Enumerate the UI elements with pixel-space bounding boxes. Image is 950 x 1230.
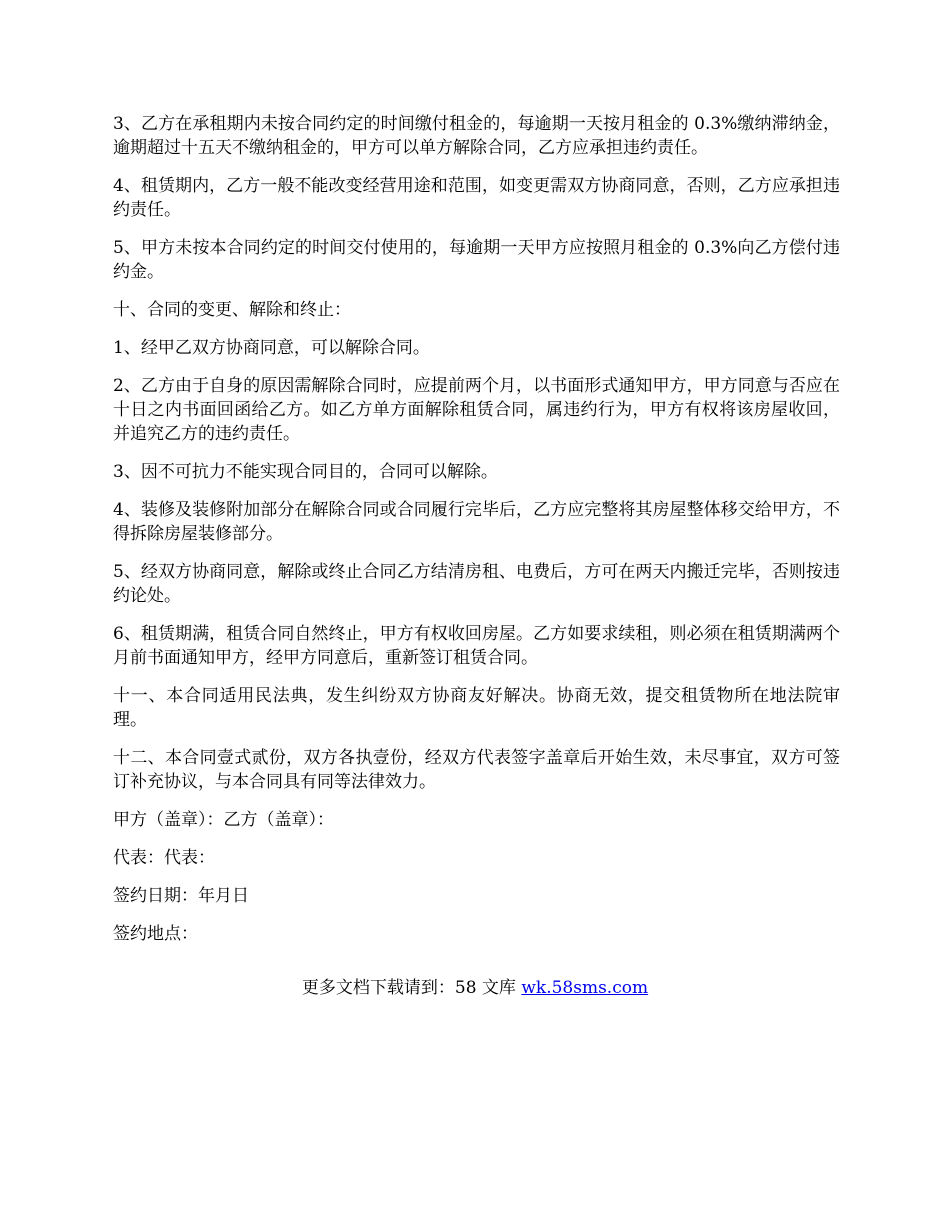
paragraph-force-majeure: 3、因不可抗力不能实现合同目的，合同可以解除。	[113, 462, 498, 482]
signature-date-line: 签约日期：年月日	[113, 886, 249, 906]
section-governing-law: 十一、本合同适用民法典，发生纠纷双方协商友好解决。协商无效，提交租赁物所在地法院审理。	[113, 686, 840, 730]
paragraph-late-rent-penalty: 3、乙方在承租期内未按合同约定的时间缴付租金的，每逾期一天按月租金的 0.3%缴纳滞纳金，逾期超过十五天不缴纳租金的，甲方可以单方解除合同，乙方应承担违约责任。	[113, 114, 840, 158]
section-copies-effect: 十二、本合同壹式贰份，双方各执壹份，经双方代表签字盖章后开始生效，未尽事宜，双方可签订补充协议，与本合同具有同等法律效力。	[113, 748, 840, 792]
paragraph-early-termination: 2、乙方由于自身的原因需解除合同时，应提前两个月，以书面形式通知甲方，甲方同意与否应在十日之内书面回函给乙方。如乙方单方面解除租赁合同，属违约行为，甲方有权将该房屋收回，并追究乙方的违约责任。	[113, 376, 840, 444]
download-footer	[0, 976, 950, 1000]
paragraph-renovation-handover: 4、装修及装修附加部分在解除合同或合同履行完毕后，乙方应完整将其房屋整体移交给甲方，不得拆除房屋装修部分。	[113, 500, 840, 544]
paragraph-lease-expiry: 6、租赁期满，租赁合同自然终止，甲方有权收回房屋。乙方如要求续租，则必须在租赁期满两个月前书面通知甲方，经甲方同意后，重新签订租赁合同。	[113, 624, 840, 668]
footer-text: 更多文档下载请到：58 文库	[301, 978, 522, 998]
signature-parties-line: 甲方（盖章）：乙方（盖章）：	[113, 810, 334, 830]
signature-place-line: 签约地点：	[113, 924, 198, 944]
paragraph-mutual-termination: 1、经甲乙双方协商同意，可以解除合同。	[113, 338, 430, 358]
paragraph-usage-change: 4、租赁期内，乙方一般不能改变经营用途和范围，如变更需双方协商同意，否则，乙方应承担违约责任。	[113, 176, 840, 220]
paragraph-move-out: 5、经双方协商同意，解除或终止合同乙方结清房租、电费后，方可在两天内搬迁完毕，否则按违约论处。	[113, 562, 840, 606]
footer-link[interactable]: wk.58sms.com	[521, 978, 649, 998]
paragraph-late-delivery-penalty: 5、甲方未按本合同约定的时间交付使用的，每逾期一天甲方应按照月租金的 0.3%向乙方偿付违约金。	[113, 238, 840, 282]
signature-representatives-line: 代表：代表：	[113, 848, 215, 868]
document-body	[113, 112, 840, 960]
section-heading-change-termination: 十、合同的变更、解除和终止：	[113, 300, 351, 320]
